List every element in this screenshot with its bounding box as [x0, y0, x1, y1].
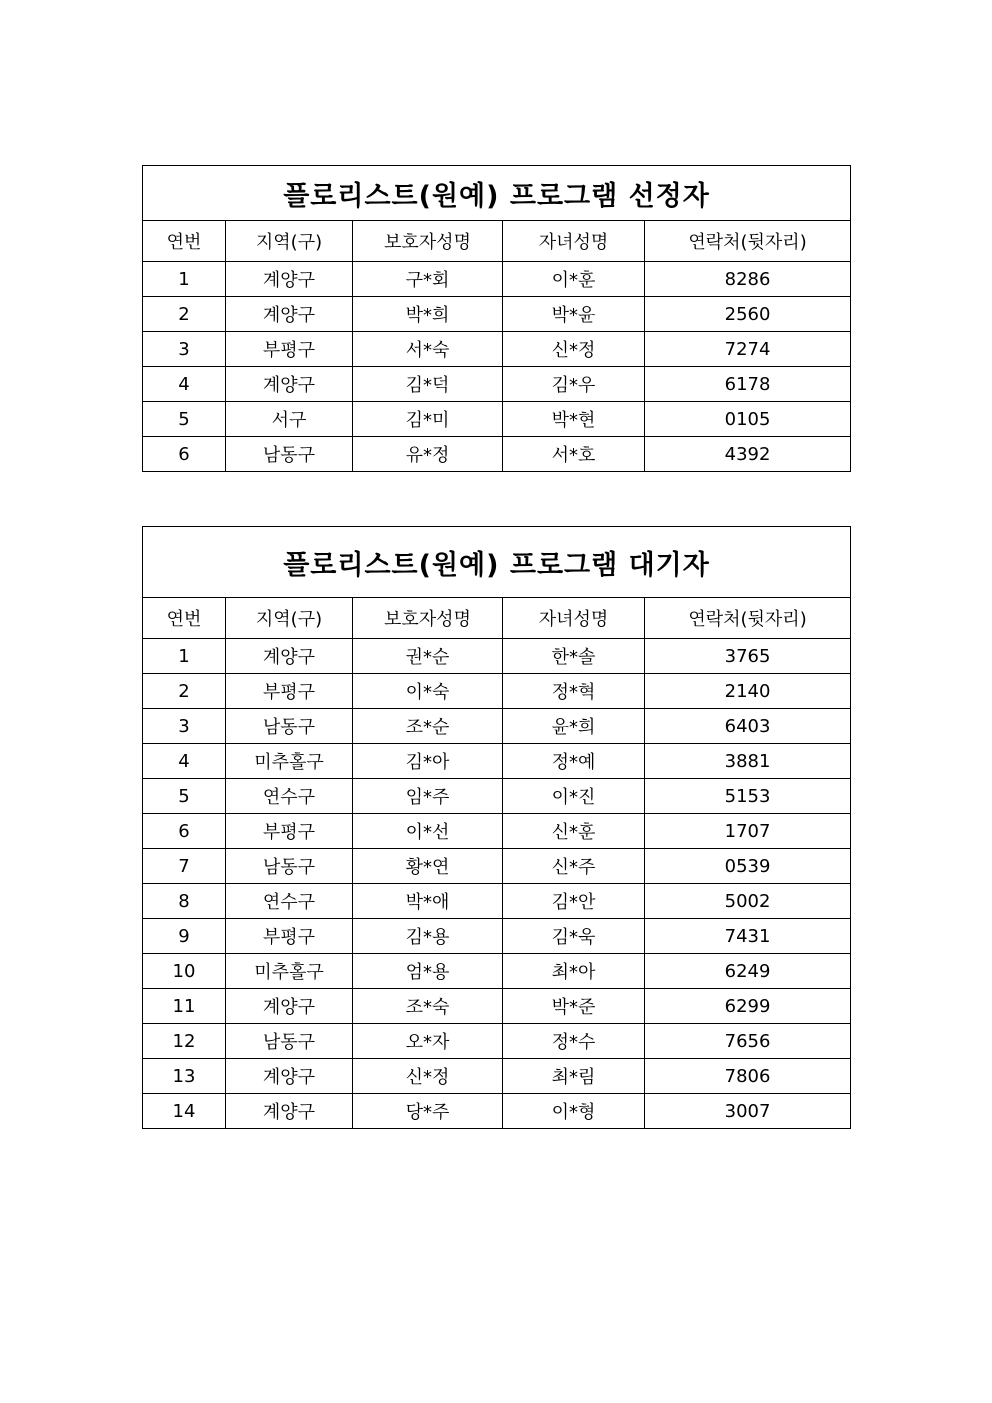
- cell-guardian-name: 조*순: [353, 709, 503, 744]
- cell-number: 10: [143, 954, 226, 989]
- selected-table-body: [143, 166, 851, 472]
- cell-district: 부평구: [226, 332, 353, 367]
- cell-number: 5: [143, 402, 226, 437]
- header-col-guardian-name: 보호자성명: [353, 598, 503, 639]
- cell-district: 연수구: [226, 884, 353, 919]
- cell-district: 남동구: [226, 849, 353, 884]
- cell-district: 부평구: [226, 919, 353, 954]
- cell-guardian-name: 구*회: [353, 262, 503, 297]
- cell-guardian-name: 권*순: [353, 639, 503, 674]
- cell-child-name: 신*주: [503, 849, 645, 884]
- cell-contact: 2560: [645, 297, 851, 332]
- cell-contact: 5153: [645, 779, 851, 814]
- cell-number: 3: [143, 709, 226, 744]
- cell-child-name: 김*안: [503, 884, 645, 919]
- cell-child-name: 최*림: [503, 1059, 645, 1094]
- cell-number: 11: [143, 989, 226, 1024]
- table-row: [143, 437, 851, 472]
- cell-number: 1: [143, 262, 226, 297]
- cell-child-name: 최*아: [503, 954, 645, 989]
- cell-contact: 3765: [645, 639, 851, 674]
- table-row: [143, 674, 851, 709]
- cell-contact: 0539: [645, 849, 851, 884]
- waitlist-table-body: [143, 527, 851, 1129]
- cell-guardian-name: 김*덕: [353, 367, 503, 402]
- table-row: [143, 367, 851, 402]
- cell-number: 9: [143, 919, 226, 954]
- cell-child-name: 신*정: [503, 332, 645, 367]
- cell-contact: 8286: [645, 262, 851, 297]
- cell-district: 미추홀구: [226, 954, 353, 989]
- cell-child-name: 윤*희: [503, 709, 645, 744]
- cell-district: 남동구: [226, 709, 353, 744]
- header-col-contact: 연락처(뒷자리): [645, 598, 851, 639]
- header-col-contact: 연락처(뒷자리): [645, 221, 851, 262]
- cell-guardian-name: 이*선: [353, 814, 503, 849]
- table-row: [143, 1094, 851, 1129]
- cell-child-name: 박*윤: [503, 297, 645, 332]
- cell-guardian-name: 신*정: [353, 1059, 503, 1094]
- cell-guardian-name: 조*숙: [353, 989, 503, 1024]
- cell-child-name: 한*솔: [503, 639, 645, 674]
- cell-number: 6: [143, 814, 226, 849]
- table-row: [143, 779, 851, 814]
- table-row: [143, 849, 851, 884]
- cell-child-name: 정*예: [503, 744, 645, 779]
- cell-contact: 4392: [645, 437, 851, 472]
- cell-guardian-name: 김*용: [353, 919, 503, 954]
- cell-number: 6: [143, 437, 226, 472]
- cell-child-name: 이*형: [503, 1094, 645, 1129]
- cell-contact: 7274: [645, 332, 851, 367]
- cell-child-name: 박*현: [503, 402, 645, 437]
- cell-child-name: 김*욱: [503, 919, 645, 954]
- cell-district: 서구: [226, 402, 353, 437]
- cell-child-name: 정*수: [503, 1024, 645, 1059]
- cell-contact: 6178: [645, 367, 851, 402]
- cell-guardian-name: 이*숙: [353, 674, 503, 709]
- cell-contact: 0105: [645, 402, 851, 437]
- table-row: [143, 989, 851, 1024]
- header-col-number: 연번: [143, 221, 226, 262]
- cell-contact: 3007: [645, 1094, 851, 1129]
- table-row: [143, 297, 851, 332]
- cell-contact: 1707: [645, 814, 851, 849]
- cell-guardian-name: 엄*용: [353, 954, 503, 989]
- header-col-district: 지역(구): [226, 598, 353, 639]
- cell-guardian-name: 서*숙: [353, 332, 503, 367]
- header-col-child-name: 자녀성명: [503, 221, 645, 262]
- cell-child-name: 서*호: [503, 437, 645, 472]
- cell-contact: 7431: [645, 919, 851, 954]
- cell-number: 13: [143, 1059, 226, 1094]
- cell-child-name: 김*우: [503, 367, 645, 402]
- cell-district: 계양구: [226, 367, 353, 402]
- cell-guardian-name: 오*자: [353, 1024, 503, 1059]
- table-row: [143, 814, 851, 849]
- cell-guardian-name: 김*미: [353, 402, 503, 437]
- cell-number: 1: [143, 639, 226, 674]
- cell-number: 4: [143, 367, 226, 402]
- cell-contact: 7806: [645, 1059, 851, 1094]
- cell-district: 계양구: [226, 989, 353, 1024]
- table-row: [143, 262, 851, 297]
- cell-number: 7: [143, 849, 226, 884]
- cell-guardian-name: 김*아: [353, 744, 503, 779]
- waitlist-table-title: 플로리스트(원예) 프로그램 대기자: [143, 527, 851, 598]
- cell-district: 남동구: [226, 437, 353, 472]
- cell-contact: 3881: [645, 744, 851, 779]
- cell-district: 부평구: [226, 674, 353, 709]
- cell-child-name: 박*준: [503, 989, 645, 1024]
- cell-number: 14: [143, 1094, 226, 1129]
- table-row: [143, 639, 851, 674]
- cell-number: 2: [143, 297, 226, 332]
- table-row: [143, 1059, 851, 1094]
- cell-district: 부평구: [226, 814, 353, 849]
- header-col-guardian-name: 보호자성명: [353, 221, 503, 262]
- cell-guardian-name: 당*주: [353, 1094, 503, 1129]
- cell-contact: 5002: [645, 884, 851, 919]
- table-row: [143, 709, 851, 744]
- waitlist-table: [142, 526, 851, 1129]
- header-col-number: 연번: [143, 598, 226, 639]
- cell-district: 연수구: [226, 779, 353, 814]
- table-row: [143, 402, 851, 437]
- cell-child-name: 이*훈: [503, 262, 645, 297]
- cell-guardian-name: 황*연: [353, 849, 503, 884]
- table-row: [143, 1024, 851, 1059]
- cell-number: 8: [143, 884, 226, 919]
- cell-district: 미추홀구: [226, 744, 353, 779]
- cell-number: 12: [143, 1024, 226, 1059]
- cell-number: 3: [143, 332, 226, 367]
- cell-guardian-name: 유*정: [353, 437, 503, 472]
- cell-district: 계양구: [226, 1059, 353, 1094]
- cell-contact: 7656: [645, 1024, 851, 1059]
- table-row: [143, 954, 851, 989]
- table-header-row: [143, 221, 851, 262]
- table-header-row: [143, 598, 851, 639]
- selected-table-title: 플로리스트(원예) 프로그램 선정자: [143, 166, 851, 221]
- header-col-district: 지역(구): [226, 221, 353, 262]
- cell-district: 계양구: [226, 639, 353, 674]
- cell-district: 계양구: [226, 1094, 353, 1129]
- cell-contact: 6249: [645, 954, 851, 989]
- header-col-child-name: 자녀성명: [503, 598, 645, 639]
- cell-number: 4: [143, 744, 226, 779]
- cell-number: 5: [143, 779, 226, 814]
- cell-contact: 2140: [645, 674, 851, 709]
- table-row: [143, 744, 851, 779]
- table-row: [143, 332, 851, 367]
- cell-child-name: 신*훈: [503, 814, 645, 849]
- cell-child-name: 정*혁: [503, 674, 645, 709]
- cell-district: 계양구: [226, 297, 353, 332]
- cell-district: 계양구: [226, 262, 353, 297]
- cell-child-name: 이*진: [503, 779, 645, 814]
- cell-contact: 6403: [645, 709, 851, 744]
- cell-guardian-name: 임*주: [353, 779, 503, 814]
- cell-contact: 6299: [645, 989, 851, 1024]
- cell-district: 남동구: [226, 1024, 353, 1059]
- cell-guardian-name: 박*희: [353, 297, 503, 332]
- table-row: [143, 884, 851, 919]
- cell-guardian-name: 박*애: [353, 884, 503, 919]
- selected-table: [142, 165, 851, 472]
- table-row: [143, 919, 851, 954]
- cell-number: 2: [143, 674, 226, 709]
